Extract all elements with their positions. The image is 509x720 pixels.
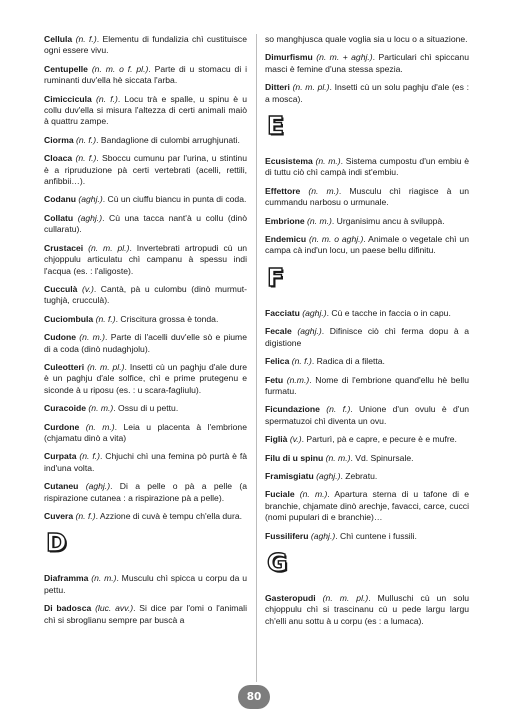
entries-e: [265, 156, 469, 257]
entry-definition: . Insetti cù un solu paghju d'ale (es : a mosca).: [265, 82, 469, 104]
entry-term: Felica: [265, 356, 290, 367]
entry-term: Cimiccicula: [44, 93, 92, 104]
entry-definition: . Parte di l'acelli duv'elle sò e piume di a coda (dinò nudaghjolu).: [44, 332, 247, 354]
dictionary-entry: [44, 362, 247, 396]
entry-term: Curdone: [44, 421, 80, 432]
entry-grammar: (n. f.): [79, 451, 100, 462]
entry-term: Facciatu: [265, 307, 300, 318]
entry-grammar: (n. m.): [315, 156, 341, 167]
entry-definition: . Di a pelle o pà a pelle (a rispirazione cutanea : a rispirazione pà a pelle).: [44, 481, 247, 503]
entry-term: Codanu: [44, 194, 76, 205]
left-column: [44, 34, 247, 633]
dictionary-entry: [265, 186, 469, 209]
entry-grammar: (aghj.): [77, 212, 103, 223]
entry-definition: . Sboccu cumunu par l'urina, u stintinu è a ripruduzione pà certi vertebrati (acelli, rettili, anfibbii…).: [44, 153, 247, 187]
entry-term: Endemicu: [265, 234, 307, 245]
entry-grammar: (n. m. pl.): [322, 592, 369, 603]
entry-definition: . Particulari chì spiccanu masci è femine d'una stessa spezia.: [265, 52, 469, 74]
dictionary-entry: [265, 356, 469, 367]
entry-definition: . Si dice par l'omi o l'animali chì si sbroglianu sempre par buscà a: [44, 603, 247, 625]
dictionary-entry: [44, 511, 247, 522]
entry-grammar: (n. f.): [75, 153, 97, 164]
letter-heading-e: E: [267, 111, 285, 141]
entry-definition: . Bandaglione di culombi arrughjunati.: [96, 134, 240, 145]
dictionary-entry: [265, 404, 469, 427]
entry-term: Effettore: [265, 185, 301, 196]
entry-term: Cellula: [44, 34, 73, 44]
entry-definition: . Zebratu.: [340, 470, 378, 481]
entry-definition: . Cù e tacche in faccia o in capu.: [326, 307, 451, 318]
entry-term: Collatu: [44, 212, 74, 223]
dictionary-entry: [44, 314, 247, 325]
dictionary-entry: [44, 403, 247, 414]
entry-term: Fecale: [265, 326, 292, 337]
entry-definition: . Animale o vegetale chì un campa cà ind'un locu, un paese bellu difinitu.: [265, 234, 469, 256]
entry-definition: . Vd. Spinursale.: [350, 452, 414, 463]
entry-definition: . Chjuchi chì una femina pò purtà è fà ind'una volta.: [44, 451, 247, 473]
entry-term: Ditteri: [265, 82, 290, 93]
letter-heading-d: D: [46, 528, 67, 558]
entry-definition: . Azzione di cuvà è tempu ch'ella dura.: [95, 511, 242, 521]
entry-definition: . Ossu di u pettu.: [113, 403, 179, 414]
entry-grammar: (v.): [82, 283, 94, 294]
entry-grammar: (n. m. pl.): [88, 242, 130, 253]
dictionary-entry: [44, 243, 247, 277]
entries-d: [44, 573, 247, 626]
entry-definition: . Cantà, pà u culombu (dinò murmut-tughjà, crucculà).: [44, 283, 247, 306]
dictionary-entry: [44, 213, 247, 236]
entry-term: Cuciombula: [44, 313, 94, 324]
dictionary-entry: [265, 593, 469, 627]
dictionary-entry: [265, 375, 469, 398]
entry-definition: . Elementu di fundalizia chì custituisce ogni essere vivu.: [44, 34, 248, 56]
entry-term: Curpata: [44, 451, 77, 462]
dictionary-entry: [44, 153, 247, 187]
entry-term: Culeotteri: [44, 361, 85, 372]
dictionary-entry: [44, 135, 247, 146]
entries-f: [265, 308, 469, 542]
entry-grammar: (aghj.): [297, 326, 322, 337]
entry-definition: . Unione d'un ovulu è d'un spermatuzoi chì diventa un ovu.: [265, 404, 469, 426]
entry-definition: . Criscitura grossa è tonda.: [115, 313, 219, 324]
dictionary-entry: [44, 194, 247, 205]
entry-definition: . Apartura sterna di u tafone di e branchie, chjamate dinò arechje, favacci, carce, cucci (nomi pupulari di e branchie)…: [265, 489, 469, 523]
entries-c: [44, 34, 247, 522]
entry-grammar: (v.): [289, 434, 302, 445]
entries-g: [265, 593, 469, 627]
entry-term: Centupelle: [44, 63, 88, 74]
entry-definition: . Parturì, pà e capre, e pecure è e mufre.: [301, 434, 457, 445]
dictionary-entry: [44, 284, 247, 307]
entry-term: Figlià: [265, 434, 288, 445]
letter-heading-f: F: [267, 262, 285, 292]
entry-term: Cucculà: [44, 283, 78, 294]
entry-term: Filu di u spinu: [265, 452, 324, 463]
entry-grammar: (n. m. pl.): [87, 361, 125, 372]
entry-grammar: (n. m.): [299, 489, 328, 500]
letter-heading-g: G: [267, 547, 288, 577]
dictionary-entry: [265, 531, 469, 542]
dictionary-entry: [265, 489, 469, 523]
entry-term: Ciorma: [44, 134, 74, 145]
entry-grammar: (aghj.): [78, 194, 103, 205]
entry-grammar: (n. f.): [291, 356, 312, 367]
entry-grammar: (n. f.): [76, 134, 97, 145]
entry-definition: . Cù un ciuffu biancu in punta di coda.: [102, 194, 247, 205]
entry-grammar: (n. m.): [325, 452, 351, 463]
dictionary-entry: [44, 481, 247, 504]
entry-definition: . Leia u placenta à l'embrione (chjamatu dinò a vita): [44, 421, 247, 443]
dictionary-entry: [265, 52, 469, 75]
dictionary-entry: [265, 308, 469, 319]
dictionary-entry: [265, 216, 469, 227]
entry-term: Embrione: [265, 215, 305, 226]
entry-definition: . Parte di u stomacu di i ruminanti duv'ella hè siccata l'arba.: [44, 63, 247, 86]
entry-definition: . Urganisimu ancu à sviluppà.: [331, 215, 445, 226]
entry-grammar: (n. m.): [88, 403, 114, 414]
dictionary-entry: [44, 332, 247, 355]
entry-grammar: (n. m.): [308, 185, 339, 196]
dictionary-entry: [44, 451, 247, 474]
entry-grammar: (n. m. o aghj.): [308, 234, 364, 245]
entry-term: Curacoide: [44, 403, 87, 414]
entry-definition: . Chì cuntene i fussili.: [335, 530, 417, 541]
entry-term: Ecusistema: [265, 156, 313, 167]
entry-grammar: (n. m.): [91, 573, 117, 584]
entry-grammar: (aghj.): [302, 307, 327, 318]
entry-definition: . Musculu chì riagisce à un cummandu narbosu o urmunale.: [265, 185, 469, 208]
entry-definition: . Invertebrati artropudi cù un chjoppulu articulatu chì campanu à spessu indi l'acqua (es. : l'aligoste).: [44, 242, 248, 276]
dictionary-entry: [44, 94, 247, 128]
entry-term: Framisgiatu: [265, 470, 314, 481]
entry-grammar: (aghj.): [85, 481, 111, 492]
entry-grammar: (n. m. pl.): [292, 82, 330, 93]
entry-definition: . Musculu chì spicca u corpu da u pettu.: [44, 573, 247, 595]
dictionary-entry: [265, 234, 469, 257]
entry-grammar: (n. m.): [307, 215, 332, 226]
entry-definition: . Locu trà e spalle, u spinu è u collu duv'ella si misura l'altezza di certi animali maiò à quattru zampe.: [44, 93, 247, 127]
entry-grammar: (luc. avv.): [95, 603, 134, 614]
entry-definition: . Sistema cumpostu d'un embiu è di tuttu ciò chì campà indi st'embiu.: [265, 156, 469, 178]
entry-term: Gasteropudi: [265, 592, 316, 603]
dictionary-entry: [44, 422, 247, 445]
dictionary-entry: [44, 64, 247, 87]
entry-definition: . Difinisce ciò chì ferma dopu à a digistione: [265, 326, 470, 348]
dictionary-entry: [265, 82, 469, 105]
right-column: [265, 34, 469, 634]
dictionary-entry: [265, 471, 469, 482]
entry-definition: . Insetti cù un paghju d'ale dure è un paghju d'ale solfice, chì e prime prutegenu e siconde à u riposu (es. : u scara-fagliulu).: [44, 361, 248, 395]
entry-grammar: (aghj.): [316, 470, 341, 481]
dictionary-entry: [265, 156, 469, 179]
entry-grammar: (n. f.): [75, 34, 97, 44]
page-number: 80: [238, 685, 270, 709]
entry-definition: . Nome di l'embrione quand'ellu hè bellu furmatu.: [265, 374, 469, 396]
entry-grammar: (n. m. + aghj.): [316, 52, 373, 63]
entry-grammar: (n. m. o f. pl.): [91, 63, 149, 74]
entry-term: Di badosca: [44, 603, 92, 614]
entry-term: Ficundazione: [265, 404, 320, 415]
entry-term: Fuciale: [265, 489, 295, 500]
entry-definition: . Mulluschi cù un solu chjoppulu chì si trascinanu cù u pede largu largu ch'elli anu sottu à u corpu (es : a lumaca).: [265, 592, 470, 626]
entry-grammar: (n. m.): [79, 332, 106, 343]
entry-term: Crustacei: [44, 242, 84, 253]
entry-term: Diaframma: [44, 573, 89, 584]
entry-term: Fussiliferu: [265, 530, 309, 541]
entry-grammar: (n. f.): [75, 511, 96, 521]
dictionary-entry: [44, 34, 247, 57]
continuation-text: so manghjusca quale voglia sia u locu o a situazione.: [265, 34, 468, 44]
entry-grammar: (n. f.): [95, 93, 118, 104]
entry-definition: . Radica di a filetta.: [311, 356, 385, 367]
entry-grammar: (n. m.): [85, 421, 115, 432]
entry-term: Fetu: [265, 374, 284, 385]
entry-term: Cudone: [44, 332, 76, 343]
column-divider: [256, 34, 257, 682]
dictionary-entry: [44, 603, 247, 626]
dictionary-entry: [265, 326, 469, 349]
entry-term: Cuvera: [44, 511, 74, 521]
entries-d-cont: [265, 52, 469, 105]
entry-term: Cutaneu: [44, 481, 79, 492]
entry-grammar: (n. f.): [326, 404, 351, 415]
entry-term: Cloaca: [44, 153, 73, 164]
dictionary-entry: [44, 573, 247, 596]
entry-grammar: (n.m.): [286, 374, 310, 385]
entry-term: Dimurfismu: [265, 52, 313, 63]
dictionary-entry: [265, 434, 469, 445]
entry-definition: . Cù una tacca nant'à u collu (dinò cullaratu).: [44, 212, 247, 235]
dictionary-entry: [265, 453, 469, 464]
entry-grammar: (aghj.): [310, 530, 336, 541]
entry-grammar: (n. f.): [95, 313, 116, 324]
